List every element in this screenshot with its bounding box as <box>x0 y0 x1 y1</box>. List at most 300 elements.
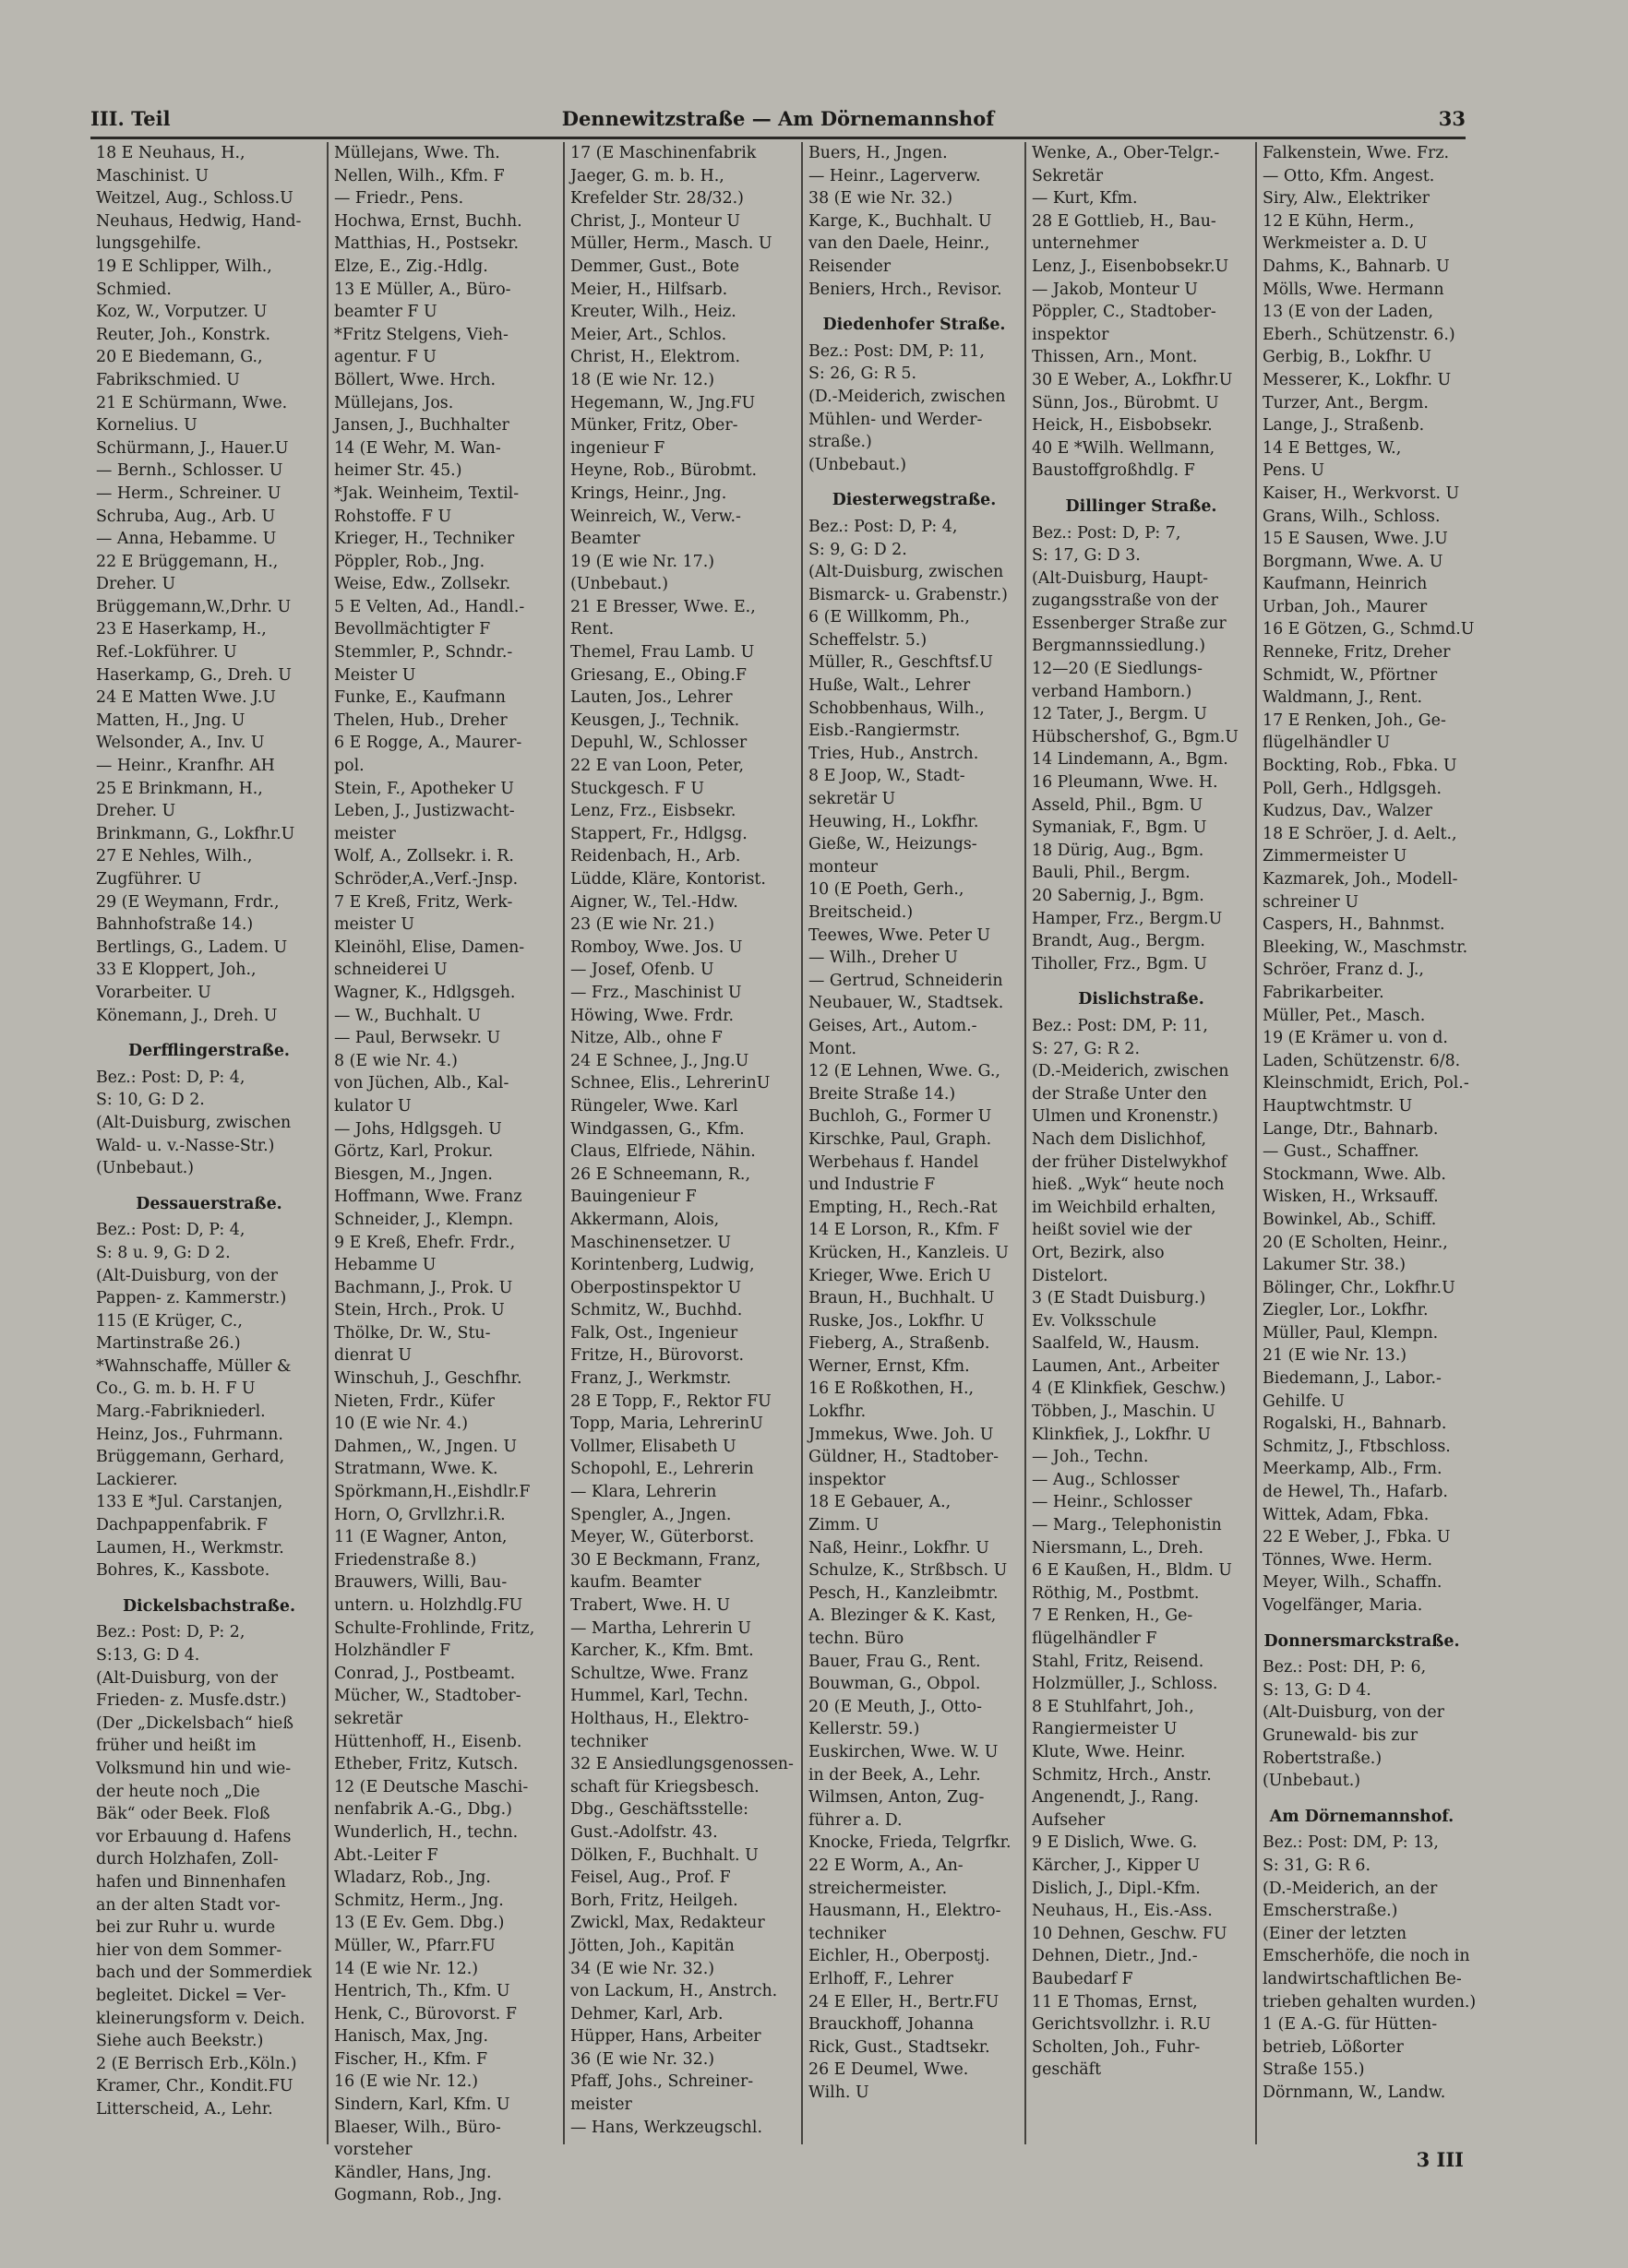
entry-line: Kudzus, Dav., Walzer <box>1263 802 1433 821</box>
entry-line: Siehe auch Beekstr.) <box>96 2032 264 2051</box>
entry-line: Teewes, Wwe. Peter U <box>808 925 991 945</box>
entry-line: meister <box>334 824 396 843</box>
entry-line: Lenz, Frz., Eisbsekr. <box>570 802 736 821</box>
entry-line: Asseld, Phil., Bgm. U <box>1032 795 1203 815</box>
entry-line: Poll, Gerh., Hdlgsgeh. <box>1263 779 1442 798</box>
entry-line: Stappert, Fr., Hdlgsg. <box>570 824 748 843</box>
entry-line: Wittek, Adam, Fbka. <box>1263 1505 1430 1524</box>
entry-line: 7 E Kreß, Fritz, Werk- <box>334 892 513 912</box>
entry-line: Emscherhöfe, die noch in <box>1263 1947 1470 1966</box>
entry-line: Dreher. U <box>96 575 176 594</box>
entry-line: Gehilfe. U <box>1263 1391 1345 1411</box>
entry-line: — Heinr., Schlosser <box>1032 1493 1192 1512</box>
entry-line: Schulte-Frohlinde, Fritz, <box>334 1618 535 1638</box>
street-heading: Donnersmarckstraße. <box>1263 1631 1460 1651</box>
entry-line: Bertlings, G., Ladem. U <box>96 937 288 957</box>
entry-line: Schröer, Franz d. J., <box>1263 961 1424 980</box>
entry-line: Stahl, Fritz, Reisend. <box>1032 1652 1204 1671</box>
entry-line: 34 (E wie Nr. 32.) <box>570 1959 715 1978</box>
entry-line: 12 (E Deutsche Maschi- <box>334 1777 529 1796</box>
entry-line: Gieße, W., Heizungs- <box>808 835 977 854</box>
entry-line: flügelhändler F <box>1032 1629 1157 1648</box>
entry-line: Sekretär <box>1032 166 1104 185</box>
entry-line: 10 Dehnen, Geschw. FU <box>1032 1924 1227 1943</box>
entry-line: Litterscheid, A., Lehr. <box>96 2099 273 2119</box>
header-rule <box>90 137 1466 139</box>
entry-line: Tönnes, Wwe. Herm. <box>1263 1550 1432 1570</box>
entry-line: heißt soviel wie der <box>1032 1221 1192 1240</box>
entry-line: Schulze, K., Strßbsch. U <box>808 1561 1008 1581</box>
entry-line: Huße, Walt., Lehrer <box>808 676 971 696</box>
entry-line: Lakumer Str. 38.) <box>1263 1256 1407 1275</box>
entry-line: Brauckhoff, Johanna <box>808 2015 975 2035</box>
entry-line: (Alt-Duisburg, zwischen <box>96 1113 292 1132</box>
entry-line: 12 (E Lehnen, Wwe. G., <box>808 1062 1000 1081</box>
entry-line: Heinz, Jos., Fuhrmann. <box>96 1425 283 1444</box>
entry-line: Meier, Art., Schlos. <box>570 325 727 344</box>
entry-line: van den Daele, Heinr., <box>808 234 990 254</box>
entry-line: Kreuter, Wilh., Heiz. <box>570 303 736 322</box>
entry-line: Hausmann, H., Elektro- <box>808 1902 1001 1921</box>
entry-line: Symaniak, F., Bgm. U <box>1032 818 1207 838</box>
entry-line: (Unbebaut.) <box>570 575 669 594</box>
entry-line: 28 E Topp, F., Rektor FU <box>570 1391 772 1411</box>
entry-line: Schürmann, J., Hauer.U <box>96 438 289 458</box>
entry-line: Klinkfiek, J., Lokfhr. U <box>1032 1425 1211 1444</box>
entry-line: meister <box>570 2095 632 2115</box>
entry-line: 12—20 (E Siedlungs- <box>1032 660 1203 679</box>
entry-line: Stemmler, P., Schndr.- <box>334 643 513 662</box>
entry-line: Biesgen, M., Jngen. <box>334 1164 493 1184</box>
entry-line: 22 E van Loon, Peter, <box>570 757 744 776</box>
entry-line: 17 (E Maschinenfabrik <box>570 144 757 162</box>
entry-line: 6 (E Willkomm, Ph., <box>808 608 970 627</box>
entry-line: (Alt-Duisburg, von der <box>1263 1703 1444 1723</box>
entry-line: Lenz, J., Eisenbobsekr.U <box>1032 257 1229 276</box>
entry-line: Grans, Wilh., Schloss. <box>1263 507 1441 526</box>
entry-line: S: 17, G: D 3. <box>1032 546 1141 566</box>
entry-line: Krings, Heinr., Jng. <box>570 483 727 503</box>
entry-line: Wenke, A., Ober-Telgr.- <box>1032 144 1220 162</box>
entry-line: Abt.-Leiter F <box>334 1845 438 1865</box>
entry-line: Stein, F., Apotheker U <box>334 779 514 798</box>
entry-line: (Der „Dickelsbach“ hieß <box>96 1713 293 1733</box>
entry-line: Wagner, K., Hdlgsgeh. <box>334 983 516 1002</box>
entry-line: Pfaff, Johs., Schreiner- <box>570 2072 754 2092</box>
entry-line: Meyer, Wilh., Schaffn. <box>1263 1573 1442 1593</box>
entry-line: Tiholler, Frz., Bgm. U <box>1032 954 1207 973</box>
entry-line: Hübschershof, G., Bgm.U <box>1032 727 1239 746</box>
entry-line: Stuckgesch. F U <box>570 779 704 798</box>
entry-line: 23 E Haserkamp, H., <box>96 620 267 639</box>
entry-line: 11 E Thomas, Ernst, <box>1032 1992 1198 2011</box>
entry-line: Pöppler, C., Stadtober- <box>1032 303 1216 322</box>
entry-line: Christ, H., Elektrom. <box>570 348 740 367</box>
entry-line: Neuhaus, H., Eis.-Ass. <box>1032 1902 1213 1921</box>
entry-line: Ref.-Lokführer. U <box>96 643 237 662</box>
entry-line: Conrad, J., Postbeamt. <box>334 1664 516 1683</box>
entry-line: pol. <box>334 757 365 776</box>
entry-line: Aufseher <box>1032 1810 1106 1830</box>
entry-line: Borh, Fritz, Heilgeh. <box>570 1891 738 1910</box>
entry-line: Bleeking, W., Maschmstr. <box>1263 937 1468 957</box>
entry-line: 14 (E Wehr, M. Wan- <box>334 438 501 458</box>
entry-line: Weise, Edw., Zollsekr. <box>334 575 511 594</box>
entry-line: 16 Pleumann, Wwe. H. <box>1032 773 1218 793</box>
entry-line: Saalfeld, W., Hausm. <box>1032 1334 1200 1354</box>
entry-line: Pappen- z. Kammerstr.) <box>96 1289 287 1308</box>
entry-line: 8 E Joop, W., Stadt- <box>808 767 965 786</box>
entry-line: von Jüchen, Alb., Kal- <box>334 1074 509 1093</box>
entry-line: — Martha, Lehrerin U <box>570 1618 751 1638</box>
entry-line: 22 E Worm, A., An- <box>808 1856 964 1875</box>
entry-line: 38 (E wie Nr. 32.) <box>808 189 953 209</box>
entry-line: Wladarz, Rob., Jng. <box>334 1868 491 1888</box>
entry-line: 16 (E wie Nr. 12.) <box>334 2072 479 2092</box>
entry-line: 30 E Weber, A., Lokfhr.U <box>1032 370 1233 389</box>
entry-line: — Friedr., Pens. <box>334 189 464 209</box>
entry-line: Blaeser, Wilh., Büro- <box>334 2118 501 2137</box>
entry-line: begleitet. Dickel = Ver- <box>96 1986 287 2005</box>
entry-line: Emscherstraße.) <box>1263 1902 1398 1921</box>
entry-line: 20 (E Meuth, J., Otto- <box>808 1697 982 1716</box>
entry-line: Mölls, Wwe. Hermann <box>1263 280 1444 299</box>
entry-line: (Alt-Duisburg, Haupt- <box>1032 568 1208 588</box>
entry-line: 6 E Kaußen, H., Bldm. U <box>1032 1561 1232 1581</box>
entry-line: 11 (E Wagner, Anton, <box>334 1528 508 1547</box>
entry-line: S: 31, G: R 6. <box>1263 1856 1371 1875</box>
entry-line: verband Hamborn.) <box>1032 682 1192 701</box>
entry-line: Aigner, W., Tel.-Hdw. <box>570 892 738 912</box>
entry-line: Laden, Schützenstr. 6/8. <box>1263 1051 1461 1070</box>
entry-line: Oberpostinspektor U <box>570 1278 742 1297</box>
entry-line: Bez.: Post: D, P: 4, <box>808 517 958 536</box>
entry-line: Sünn, Jos., Bürobmt. U <box>1032 393 1219 412</box>
column-2 <box>329 142 565 2205</box>
entry-line: Thissen, Arn., Mont. <box>1032 348 1198 367</box>
entry-line: Bauli, Phil., Bergm. <box>1032 864 1191 883</box>
entry-line: Bez.: Post: D, P: 7, <box>1032 523 1181 543</box>
entry-line: Kärcher, J., Kipper U <box>1032 1856 1201 1875</box>
entry-line: Bez.: Post: D, P: 2, <box>96 1623 245 1642</box>
entry-line: 133 E *Jul. Carstanjen, <box>96 1493 283 1512</box>
entry-line: 12 Tater, J., Bergm. U <box>1032 705 1207 724</box>
entry-line: Krefelder Str. 28/32.) <box>570 189 744 209</box>
entry-line: 26 E Deumel, Wwe. <box>808 2060 969 2080</box>
entry-line: 32 E Ansiedlungsgenossen- <box>570 1755 794 1774</box>
entry-line: Romboy, Wwe. Jos. U <box>570 937 743 957</box>
entry-line: Falkenstein, Wwe. Frz. <box>1263 144 1450 162</box>
entry-line: Matthias, H., Postsekr. <box>334 234 520 254</box>
entry-line: Güldner, H., Stadtober- <box>808 1448 999 1467</box>
entry-line: techniker <box>570 1732 649 1751</box>
entry-line: Henk, C., Bürovorst. F <box>334 2004 517 2023</box>
entry-line: (Alt-Duisburg, von der <box>96 1668 278 1688</box>
entry-line: Essenberger Straße zur <box>1032 614 1227 633</box>
entry-line: kulator U <box>334 1096 412 1116</box>
entry-line: Beamter <box>570 530 640 549</box>
entry-line: untern. u. Holzhdlg.FU <box>334 1596 523 1615</box>
entry-line: Wolf, A., Zollsekr. i. R. <box>334 847 514 866</box>
entry-line: Elze, E., Zig.-Hdlg. <box>334 257 488 276</box>
entry-line: 21 (E wie Nr. 13.) <box>1263 1346 1407 1366</box>
entry-line: Rohstoffe. F U <box>334 507 452 526</box>
entry-line: Pöppler, Rob., Jng. <box>334 552 485 571</box>
entry-line: kaufm. Beamter <box>570 1573 701 1593</box>
entry-line: der Straße Unter den <box>1032 1084 1207 1104</box>
entry-line: Gerichtsvollzhr. i. R.U <box>1032 2015 1212 2035</box>
entry-line: Koz, W., Vorputzer. U <box>96 303 268 322</box>
entry-line: Schruba, Aug., Arb. U <box>96 507 276 526</box>
entry-line: Stratmann, Wwe. K. <box>334 1460 498 1479</box>
entry-line: Borgmann, Wwe. A. U <box>1263 552 1443 571</box>
entry-line: S:13, G: D 4. <box>96 1646 200 1665</box>
entry-line: Mühlen- und Werder- <box>808 410 983 429</box>
entry-line: 10 (E wie Nr. 4.) <box>334 1415 468 1434</box>
entry-line: Breite Straße 14.) <box>808 1084 956 1104</box>
page-header <box>90 103 1466 135</box>
entry-line: Schmidt, W., Pförtner <box>1263 665 1438 685</box>
entry-line: Pesch, H., Kanzleibmtr. <box>808 1583 999 1603</box>
entry-line: Kaufmann, Heinrich <box>1263 575 1428 594</box>
entry-line: Knocke, Frieda, Telgrfkr. <box>808 1833 1012 1853</box>
entry-line: Baustoffgroßhdlg. F <box>1032 461 1195 481</box>
entry-line: Röthig, M., Postbmt. <box>1032 1583 1200 1603</box>
entry-line: Eichler, H., Oberpostj. <box>808 1947 990 1966</box>
entry-line: Jansen, J., Buchhalter <box>334 416 509 436</box>
entry-line: vor Erbauung d. Hafens <box>96 1827 292 1846</box>
entry-line: S: 27, G: R 2. <box>1032 1039 1140 1058</box>
entry-line: Grunewald- bis zur <box>1263 1725 1419 1745</box>
entry-line: in der Beek, A., Lehr. <box>808 1765 981 1785</box>
entry-line: Hebamme U <box>334 1256 437 1275</box>
entry-line: Keusgen, J., Technik. <box>570 710 740 730</box>
entry-line: zugangsstraße von der <box>1032 591 1218 611</box>
entry-line: 8 (E wie Nr. 4.) <box>334 1051 458 1070</box>
street-heading: Dislichstraße. <box>1078 990 1204 1009</box>
entry-line: Siry, Alw., Elektriker <box>1263 189 1430 209</box>
entry-line: 19 E Schlipper, Wilh., <box>96 257 272 276</box>
entry-line: Jmmekus, Wwe. Joh. U <box>808 1425 994 1444</box>
entry-line: — Anna, Hebamme. U <box>96 530 277 549</box>
entry-line: Brüggemann, Gerhard, <box>96 1448 285 1467</box>
entry-line: Wald- u. v.-Nasse-Str.) <box>96 1136 275 1155</box>
entry-line: Bevollmächtigter F <box>334 620 491 639</box>
entry-line: Bockting, Rob., Fbka. U <box>1263 757 1457 776</box>
column-5 <box>1026 142 1257 2144</box>
entry-line: Gust.-Adolfstr. 43. <box>570 1822 718 1842</box>
entry-line: Etheber, Fritz, Kutsch. <box>334 1755 519 1774</box>
entry-line: 14 E Lorson, R., Kfm. F <box>808 1221 1000 1240</box>
entry-line: Dahmen,, W., Jngen. U <box>334 1437 518 1456</box>
entry-line: Brinkmann, G., Lokfhr.U <box>96 824 295 843</box>
entry-line: 16 E Götzen, G., Schmd.U <box>1263 620 1475 639</box>
entry-line: — Jakob, Monteur U <box>1032 280 1198 299</box>
entry-line: Nitze, Alb., ohne F <box>570 1029 723 1048</box>
entry-line: 18 E Neuhaus, H., <box>96 144 245 162</box>
entry-line: Krieger, Wwe. Erich U <box>808 1266 991 1285</box>
entry-line: Fritze, H., Bürovorst. <box>570 1346 745 1366</box>
entry-line: Brauwers, Willi, Bau- <box>334 1573 508 1593</box>
entry-line: Biedemann, J., Labor.- <box>1263 1369 1442 1389</box>
column-3 <box>565 142 803 2144</box>
entry-line: Straße 155.) <box>1263 2060 1365 2080</box>
entry-line: Funke, E., Kaufmann <box>334 688 506 708</box>
entry-line: (Einer der letzten <box>1263 1924 1407 1943</box>
entry-line: *Wahnschaffe, Müller & <box>96 1356 292 1376</box>
entry-line: Bez.: Post: DM, P: 11, <box>1032 1016 1208 1035</box>
entry-line: Schröder,A.,Verf.-Jnsp. <box>334 870 519 889</box>
entry-line: Eisb.-Rangiermstr. <box>808 722 961 741</box>
entry-line: Empting, H., Rech.-Rat <box>808 1198 998 1217</box>
entry-line: Hüttenhoff, H., Eisenb. <box>334 1732 522 1751</box>
entry-line: Robertstraße.) <box>1263 1749 1383 1768</box>
entry-line: Dreher. U <box>96 802 176 821</box>
entry-line: Kleinöhl, Elise, Damen- <box>334 937 525 957</box>
entry-line: Reuter, Joh., Konstrk. <box>96 325 271 344</box>
entry-line: Buchloh, G., Former U <box>808 1107 992 1127</box>
entry-line: Werner, Ernst, Kfm. <box>808 1356 970 1376</box>
entry-line: — Hans, Werkzeugschl. <box>570 2118 762 2137</box>
entry-line: Fabrikschmied. U <box>96 370 240 389</box>
entry-line: Stockmann, Wwe. Alb. <box>1263 1164 1446 1184</box>
entry-line: bei zur Ruhr u. wurde <box>96 1918 276 1938</box>
street-heading: Derfflingerstraße. <box>128 1042 290 1061</box>
entry-line: Wunderlich, H., techn. <box>334 1822 519 1842</box>
entry-line: Spörkmann,H.,Eishdlr.F <box>334 1483 531 1502</box>
entry-line: Erlhoff, F., Lehrer <box>808 1969 953 1988</box>
entry-line: der heute noch „Die <box>96 1782 260 1801</box>
entry-line: Wilh. U <box>808 2083 869 2102</box>
entry-line: durch Holzhafen, Zoll- <box>96 1850 279 1869</box>
entry-line: Holzhändler F <box>334 1641 451 1661</box>
entry-line: 6 E Rogge, A., Maurer- <box>334 734 522 753</box>
entry-line: Leben, J., Justizwacht- <box>334 802 515 821</box>
entry-line: 21 E Schürmann, Wwe. <box>96 393 288 412</box>
entry-line: Bahnhofstraße 14.) <box>96 915 254 935</box>
entry-line: — Otto, Kfm. Angest. <box>1263 166 1435 185</box>
entry-line: Holthaus, H., Elektro- <box>570 1709 749 1728</box>
entry-line: Heuwing, H., Lokfhr. <box>808 812 979 831</box>
entry-line: Ruske, Jos., Lokfhr. U <box>808 1311 985 1331</box>
entry-line: Themel, Frau Lamb. U <box>570 643 755 662</box>
entry-line: Jaeger, G. m. b. H., <box>570 166 724 185</box>
entry-line: 28 E Gottlieb, H., Bau- <box>1032 211 1216 231</box>
entry-line: Lange, Dtr., Bahnarb. <box>1263 1119 1439 1139</box>
entry-line: S: 13, G: D 4. <box>1263 1680 1371 1700</box>
entry-line: Rick, Gust., Stadtsekr. <box>808 2037 990 2057</box>
entry-line: — Kurt, Kfm. <box>1032 189 1138 209</box>
street-heading: Diedenhofer Straße. <box>822 316 1006 335</box>
entry-line: Thelen, Hub., Dreher <box>334 710 508 730</box>
entry-line: Spengler, A., Jngen. <box>570 1505 732 1524</box>
entry-line: Schmied. <box>96 280 172 299</box>
entry-line: Thölke, Dr. W., Stu- <box>334 1323 491 1343</box>
entry-line: Dahms, K., Bahnarb. U <box>1263 257 1450 276</box>
entry-line: Scheffelstr. 5.) <box>808 630 928 650</box>
entry-line: 27 E Nehles, Wilh., <box>96 847 253 866</box>
entry-line: Bauingenieur F <box>570 1188 697 1207</box>
entry-line: Laumen, H., Werkmstr. <box>96 1538 284 1558</box>
entry-line: Niersmann, L., Dreh. <box>1032 1538 1204 1558</box>
entry-line: 1 (E A.-G. für Hütten- <box>1263 2015 1438 2035</box>
entry-line: Weinreich, W., Verw.- <box>570 507 741 526</box>
entry-line: inspektor <box>808 1470 886 1489</box>
entry-line: betrieb, Lößorter <box>1263 2037 1404 2057</box>
entry-line: Zimm. U <box>808 1516 880 1535</box>
entry-line: (Unbebaut.) <box>1263 1772 1361 1791</box>
entry-line: Jötten, Joh., Kapitän <box>570 1936 735 1955</box>
entry-line: 20 E Biedemann, G., <box>96 348 263 367</box>
entry-line: Müllejans, Wwe. Th. <box>334 144 500 162</box>
entry-line: 9 E Kreß, Ehefr. Frdr., <box>334 1233 516 1252</box>
entry-line: Martinstraße 26.) <box>96 1334 241 1354</box>
entry-line: 3 (E Stadt Duisburg.) <box>1032 1289 1206 1308</box>
entry-line: — Heinr., Lagerverw. <box>808 166 981 185</box>
running-title: Dennewitzstraße — Am Dörnemannshof <box>561 107 995 130</box>
entry-line: Wisken, H., Wrksauff. <box>1263 1188 1439 1207</box>
entry-line: Breitscheid.) <box>808 903 914 922</box>
column-6 <box>1257 142 1477 2144</box>
entry-line: 18 (E wie Nr. 12.) <box>570 370 715 389</box>
entry-line: Zimmermeister U <box>1263 847 1407 866</box>
entry-line: 14 (E wie Nr. 12.) <box>334 1959 479 1978</box>
entry-line: Stein, Hrch., Prok. U <box>334 1301 505 1320</box>
entry-line: Laumen, Ant., Arbeiter <box>1032 1356 1219 1376</box>
entry-line: 23 (E wie Nr. 21.) <box>570 915 715 935</box>
entry-line: schreiner U <box>1263 892 1359 912</box>
entry-line: Buers, H., Jngen. <box>808 144 948 162</box>
entry-line: 29 (E Weymann, Frdr., <box>96 892 280 912</box>
entry-line: Werkmeister a. D. U <box>1263 234 1428 254</box>
entry-line: Hüpper, Hans, Arbeiter <box>570 2027 761 2047</box>
entry-line: Schmitz, J., Ftbschloss. <box>1263 1437 1451 1456</box>
entry-line: Bäk“ oder Beek. Floß <box>96 1805 270 1824</box>
entry-line: Hamper, Frz., Bergm.U <box>1032 909 1223 928</box>
entry-line: von Lackum, H., Anstrch. <box>570 1982 778 2001</box>
entry-line: flügelhändler U <box>1263 734 1391 753</box>
entry-line: (Alt-Duisburg, zwischen <box>808 563 1004 582</box>
entry-line: Bergmannssiedlung.) <box>1032 637 1206 656</box>
entry-line: — Paul, Berwsekr. U <box>334 1029 501 1048</box>
entry-line: sekretär U <box>808 790 896 809</box>
entry-line: 9 E Dislich, Wwe. G. <box>1032 1833 1198 1853</box>
entry-line: Schmitz, Hrch., Anstr. <box>1032 1765 1212 1785</box>
entry-line: Bez.: Post: DH, P: 6, <box>1263 1658 1427 1677</box>
entry-line: Welsonder, A., Inv. U <box>96 734 265 753</box>
entry-line: — Bernh., Schlosser. U <box>96 461 283 481</box>
entry-line: Brandt, Aug., Bergm. <box>1032 932 1205 951</box>
entry-line: geschäft <box>1032 2060 1102 2080</box>
entry-line: Dachpappenfabrik. F <box>96 1516 268 1535</box>
entry-line: Hochwa, Ernst, Buchh. <box>334 211 522 231</box>
entry-line: trieben gehalten wurden.) <box>1263 1992 1477 2011</box>
entry-line: Lange, J., Straßenb. <box>1263 416 1425 436</box>
entry-line: Topp, Maria, LehrerinU <box>570 1415 763 1434</box>
street-heading: Dillinger Straße. <box>1065 496 1217 516</box>
entry-line: Hegemann, W., Jng.FU <box>570 393 756 412</box>
entry-line: Bez.: Post: DM, P: 13, <box>1263 1833 1439 1853</box>
entry-line: landwirtschaftlichen Be- <box>1263 1969 1462 1988</box>
entry-line: (Unbebaut.) <box>96 1159 195 1178</box>
entry-line: nenfabrik A.-G., Dbg.) <box>334 1800 512 1820</box>
entry-line: Heyne, Rob., Bürobmt. <box>570 461 758 481</box>
entry-line: Ulmen und Kronenstr.) <box>1032 1107 1218 1127</box>
entry-line: Nach dem Dislichhof, <box>1032 1129 1207 1149</box>
entry-line: Schmitz, W., Buchhd. <box>570 1301 743 1320</box>
entry-line: Caspers, H., Bahnmst. <box>1263 915 1445 935</box>
entry-line: Braun, H., Buchhalt. U <box>808 1289 995 1308</box>
